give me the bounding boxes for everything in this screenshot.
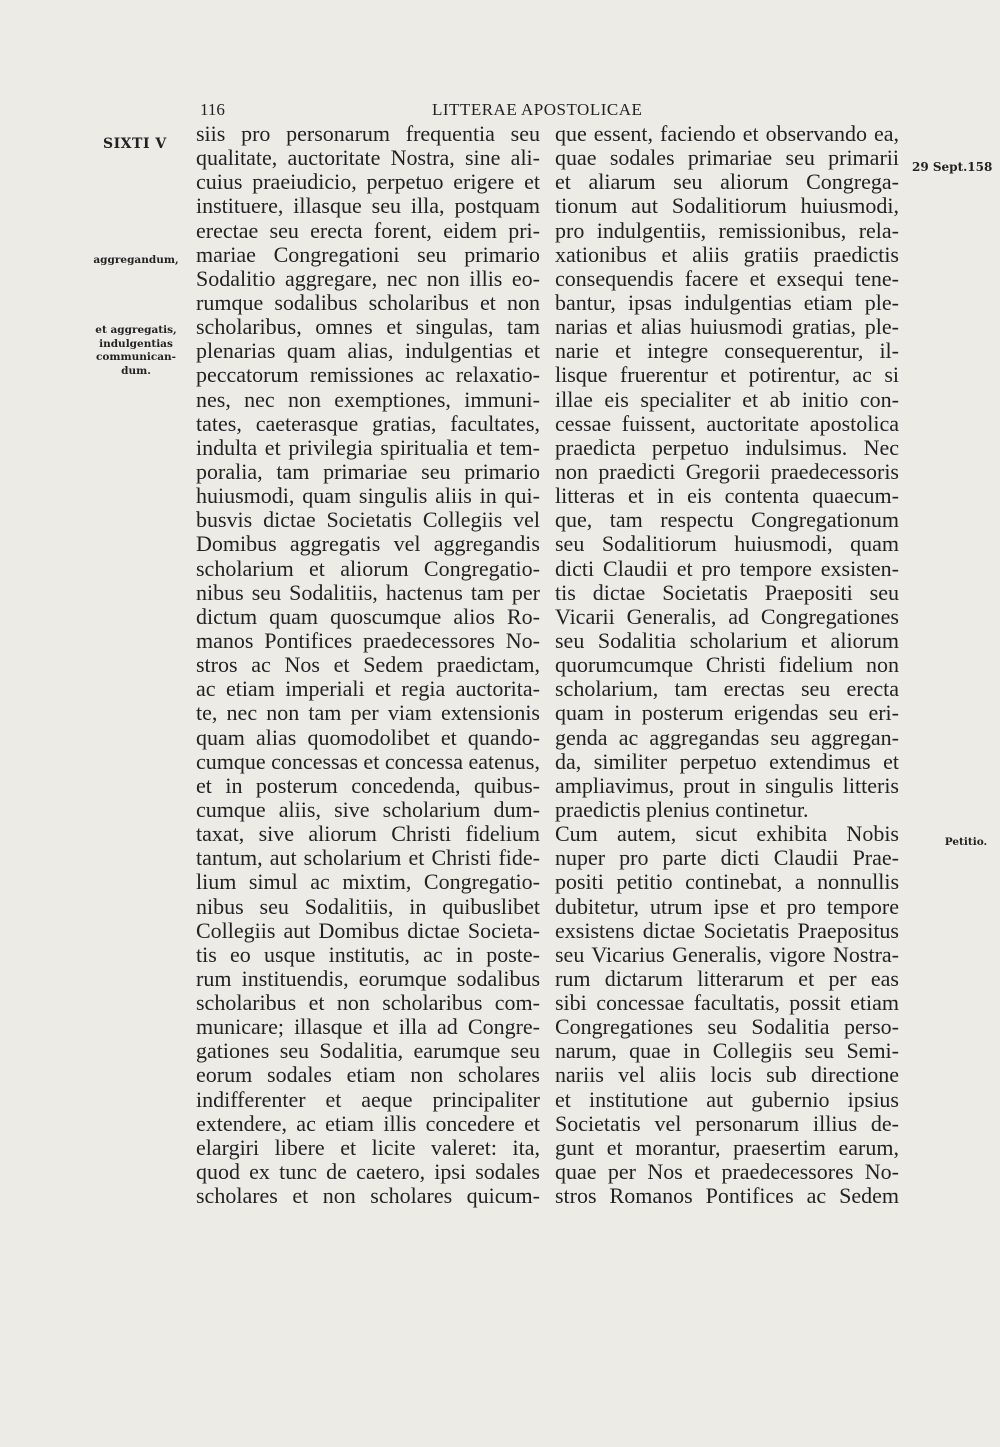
text-line: rum dictarum litterarum et per eas — [555, 965, 899, 991]
text-line: plenarias quam alias, indulgentias et — [196, 338, 540, 364]
text-line: quorumcumque Christi fidelium non — [555, 652, 899, 678]
text-line: cessae fuissent, auctoritate apostolica — [555, 410, 899, 436]
text-line: extendere, ac etiam illis concedere et — [196, 1110, 540, 1136]
margin-title: SIXTI V — [103, 136, 167, 152]
text-line: bantur, ipsas indulgentias etiam ple- — [555, 289, 899, 315]
text-line: tates, caeterasque gratias, facultates, — [196, 410, 540, 436]
text-line: eorum sodales etiam non scholares — [196, 1062, 540, 1088]
text-line: que, tam respectu Congregationum — [555, 507, 899, 533]
text-line: mariae Congregationi seu primario — [196, 241, 540, 267]
text-line: scholaribus, omnes et singulas, tam — [196, 314, 540, 340]
text-line: sibi concessae facultatis, possit etiam — [555, 990, 899, 1016]
text-line: quod ex tunc de caetero, ipsi sodales — [196, 1159, 540, 1185]
text-line: tis eo usque institutis, ac in poste- — [196, 941, 540, 967]
text-line: litteras et in eis contenta quaecum- — [555, 483, 899, 509]
text-line: dicti Claudii et pro tempore exsisten- — [555, 555, 899, 581]
text-line: nes, nec non exemptiones, immuni- — [196, 386, 540, 412]
text-line: Sodalitio aggregare, nec non illis eo- — [196, 265, 540, 291]
text-line: ampliavimus, prout in singulis litteris — [555, 772, 899, 798]
text-line: indulta et privilegia spiritualia et tem- — [196, 434, 540, 460]
text-line: tionum aut Sodalitiorum huiusmodi, — [555, 193, 899, 219]
text-line: narum, quae in Collegiis seu Semi- — [555, 1038, 899, 1064]
text-line: positi petitio continebat, a nonnullis — [555, 869, 899, 895]
text-line: pro indulgentiis, remissionibus, rela- — [555, 217, 899, 243]
text-line: gunt et morantur, praesertim earum, — [555, 1134, 899, 1160]
text-line: seu Vicarius Generalis, vigore Nostra- — [555, 941, 899, 967]
text-line: quam alias quomodolibet et quando- — [196, 724, 540, 750]
text-line: Congregationes seu Sodalitia perso- — [555, 1014, 899, 1040]
side-note-aggregandum: aggregandum, — [93, 254, 179, 266]
text-line: et in posterum concedenda, quibus- — [196, 772, 540, 798]
text-line: narias et alias huiusmodi gratias, ple- — [555, 314, 899, 340]
text-line: busvis dictae Societatis Collegiis vel — [196, 507, 540, 533]
text-line: et institutione aut gubernio ipsius — [555, 1086, 899, 1112]
text-line: Vicarii Generalis, ad Congregationes — [555, 603, 899, 629]
text-line: stros Romanos Pontifices ac Sedem — [555, 1183, 899, 1209]
text-line: lium simul ac mixtim, Congregatio- — [196, 869, 540, 895]
text-line: quae sodales primariae seu primarii — [555, 145, 899, 171]
text-line: praedicta perpetuo indulsimus. Nec — [555, 434, 899, 460]
running-title: LITTERAE APOSTOLICAE — [432, 100, 643, 119]
text-line: te, nec non tam per viam extensionis — [196, 700, 540, 726]
text-line: taxat, sive aliorum Christi fidelium — [196, 821, 540, 847]
text-line: dictum quam quoscumque alios Ro- — [196, 603, 540, 629]
text-line: non praedicti Gregorii praedecessoris — [555, 458, 899, 484]
text-line: stros ac Nos et Sedem praedictam, — [196, 652, 540, 678]
text-line: Domibus aggregatis vel aggregandis — [196, 531, 540, 557]
text-line: cumque concessas et concessa eatenus, — [196, 748, 540, 774]
text-line: manos Pontifices praedecessores No- — [196, 627, 540, 653]
text-line: seu Sodalitia scholarium et aliorum — [555, 627, 899, 653]
text-line: tis dictae Societatis Praepositi seu — [555, 579, 899, 605]
text-line: cuius praeiudicio, perpetuo erigere et — [196, 169, 540, 195]
text-line: Cum autem, sicut exhibita Nobis — [555, 821, 899, 847]
text-line: que essent, faciendo et observando ea, — [555, 121, 899, 146]
text-line: nibus seu Sodalitiis, in quibuslibet — [196, 893, 540, 919]
text-line: gationes seu Sodalitia, earumque seu — [196, 1038, 540, 1064]
text-line: rumque sodalibus scholaribus et non — [196, 289, 540, 315]
text-line: xationibus et aliis gratiis praedictis — [555, 241, 899, 267]
text-line: lisque fruerentur et potirentur, ac si — [555, 362, 899, 388]
text-line: nibus seu Sodalitiis, hactenus tam per — [196, 579, 540, 605]
text-line: nuper pro parte dicti Claudii Prae- — [555, 845, 899, 871]
text-line: Collegiis aut Domibus dictae Societa- — [196, 917, 540, 943]
text-line: Societatis vel personarum illius de- — [555, 1110, 899, 1136]
text-line: scholarium et aliorum Congregatio- — [196, 555, 540, 581]
text-line: illae eis specialiter et ab initio con- — [555, 386, 899, 412]
text-line: qualitate, auctoritate Nostra, sine ali- — [196, 145, 540, 171]
margin-date: 29 Sept.158 — [912, 160, 993, 174]
text-line: ac etiam imperiali et regia auctorita- — [196, 676, 540, 702]
text-line: consequendis facere et exsequi tene- — [555, 265, 899, 291]
text-column-right — [555, 122, 899, 1208]
text-line: scholarium, tam erectas seu erecta — [555, 676, 899, 702]
text-line: cumque aliis, sive scholarium dum- — [196, 796, 540, 822]
text-line: siis pro personarum frequentia seu — [196, 121, 540, 146]
text-line: dubitetur, utrum ipse et pro tempore — [555, 893, 899, 919]
text-line: rum instituendis, eorumque sodalibus — [196, 965, 540, 991]
text-column-left — [196, 122, 540, 1208]
side-note-aggregatis: et aggregatis, indulgentias communican-dum. — [95, 324, 177, 377]
text-line: peccatorum remissiones ac relaxatio- — [196, 362, 540, 388]
text-line: et aliarum seu aliorum Congrega- — [555, 169, 899, 195]
text-line: da, similiter perpetuo extendimus et — [555, 748, 899, 774]
text-line: praedictis plenius continetur. — [555, 796, 809, 822]
text-line: huiusmodi, quam singulis aliis in qui- — [196, 483, 540, 509]
text-line: nariis vel aliis locis sub directione — [555, 1062, 899, 1088]
text-line: municare; illasque et illa ad Congre- — [196, 1014, 540, 1040]
text-line: narie et integre consequerentur, il- — [555, 338, 899, 364]
text-line: indifferenter et aeque principaliter — [196, 1086, 540, 1112]
text-line: quam in posterum erigendas seu eri- — [555, 700, 899, 726]
text-line: tantum, aut scholarium et Christi fide- — [196, 845, 540, 871]
text-line: scholaribus et non scholaribus com- — [196, 990, 540, 1016]
text-line: erectae seu erecta forent, eidem pri- — [196, 217, 540, 243]
text-line: seu Sodalitiorum huiusmodi, quam — [555, 531, 899, 557]
text-line: quae per Nos et praedecessores No- — [555, 1159, 899, 1185]
text-line: scholares et non scholares quicum- — [196, 1183, 540, 1209]
side-note-petitio: Petitio. — [944, 836, 988, 848]
text-line: genda ac aggregandas seu aggregan- — [555, 724, 899, 750]
text-line: poralia, tam primariae seu primario — [196, 458, 540, 484]
text-line: instituere, illasque seu illa, postquam — [196, 193, 540, 219]
page-number: 116 — [200, 100, 225, 119]
text-line: exsistens dictae Societatis Praepositus — [555, 917, 899, 943]
text-line: elargiri libere et licite valeret: ita, — [196, 1134, 540, 1160]
